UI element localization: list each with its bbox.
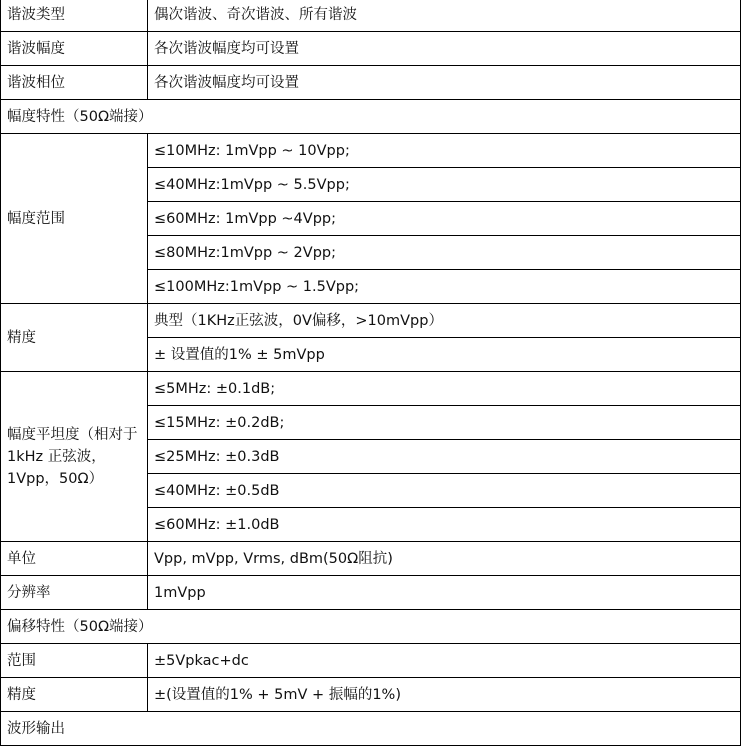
table-row [1,372,741,406]
row-value: 各次谐波幅度均可设置 [148,32,741,66]
row-label: 范围 [1,644,148,678]
table-row [1,542,741,576]
row-value: 偶次谐波、奇次谐波、所有谐波 [148,0,741,32]
row-value: ±(设置值的1% + 5mV + 振幅的1%) [148,678,741,712]
row-value: ≤60MHz: ±1.0dB [148,508,741,542]
table-row [1,32,741,66]
table-row [1,0,741,32]
table-row [1,644,741,678]
row-label: 幅度平坦度（相对于1kHz 正弦波，1Vpp，50Ω） [1,372,148,542]
section-header-row [1,100,741,134]
row-label: 分辨率 [1,576,148,610]
row-value: ≤40MHz:1mVpp ~ 5.5Vpp; [148,168,741,202]
section-header: 幅度特性（50Ω端接） [1,100,741,134]
table-row [1,66,741,100]
row-value: 各次谐波幅度均可设置 [148,66,741,100]
row-value: ≤5MHz: ±0.1dB; [148,372,741,406]
row-label: 谐波相位 [1,66,148,100]
row-label: 精度 [1,678,148,712]
row-label: 精度 [1,304,148,372]
row-label: 单位 [1,542,148,576]
row-value: ≤25MHz: ±0.3dB [148,440,741,474]
table-row [1,304,741,338]
table-row [1,576,741,610]
row-label: 谐波类型 [1,0,148,32]
row-value: ≤80MHz:1mVpp ~ 2Vpp; [148,236,741,270]
row-value: ±5Vpkac+dc [148,644,741,678]
row-value: ≤100MHz:1mVpp ~ 1.5Vpp; [148,270,741,304]
section-header: 偏移特性（50Ω端接） [1,610,741,644]
row-label: 幅度范围 [1,134,148,304]
row-value: ± 设置值的1% ± 5mVpp [148,338,741,372]
section-header-row [1,610,741,644]
row-label: 谐波幅度 [1,32,148,66]
row-value: ≤60MHz: 1mVpp ~4Vpp; [148,202,741,236]
row-value: ≤40MHz: ±0.5dB [148,474,741,508]
table-row [1,678,741,712]
section-header: 波形输出 [1,712,741,746]
section-header-row [1,712,741,746]
row-value: Vpp, mVpp, Vrms, dBm(50Ω阻抗) [148,542,741,576]
row-value: ≤15MHz: ±0.2dB; [148,406,741,440]
row-value: ≤10MHz: 1mVpp ~ 10Vpp; [148,134,741,168]
row-value: 1mVpp [148,576,741,610]
table-row [1,134,741,168]
row-value: 典型（1KHz正弦波，0V偏移，>10mVpp） [148,304,741,338]
